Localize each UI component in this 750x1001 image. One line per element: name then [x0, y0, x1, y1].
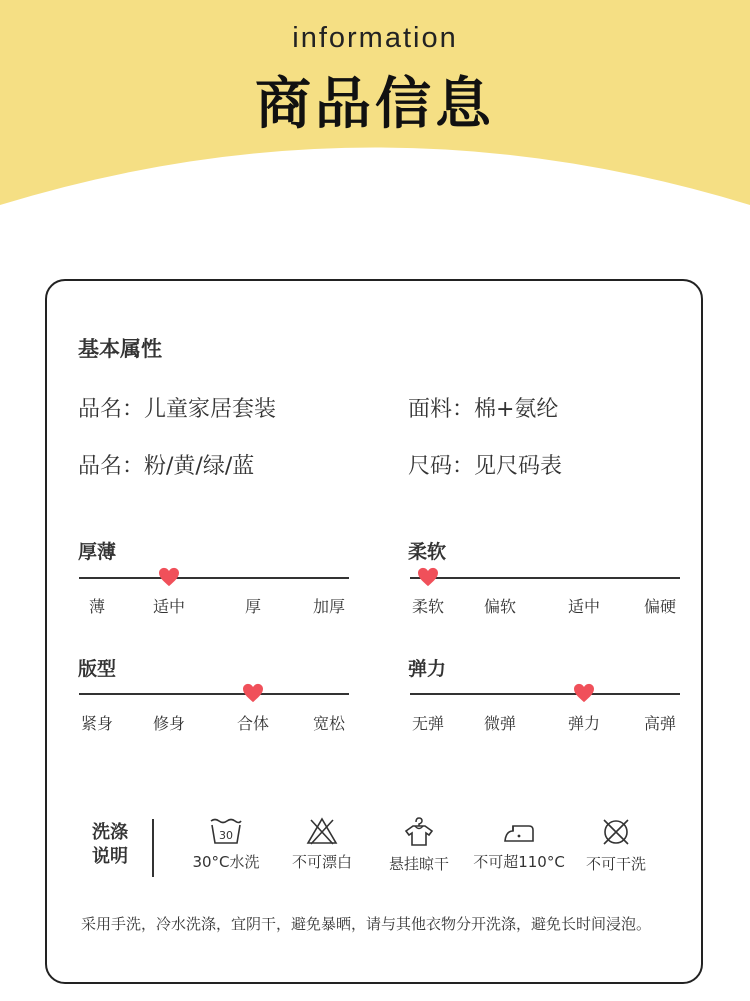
- care-text: 不可超110°C: [473, 853, 565, 871]
- care-text: 不可漂白: [291, 853, 352, 871]
- hang-dry-icon: [402, 817, 436, 847]
- heart-marker-icon: [242, 683, 264, 703]
- scale-option: 微弹: [483, 714, 516, 733]
- header-subtitle: information: [292, 22, 458, 54]
- scale-line: [79, 577, 349, 579]
- scale-option: 偏硬: [643, 597, 676, 616]
- scale-option: 宽松: [312, 714, 345, 733]
- product-size: 尺码：见尺码表: [408, 454, 563, 479]
- product-name: 品名：儿童家居套装: [78, 397, 277, 422]
- scale-option: 厚: [244, 597, 261, 616]
- scale-option: 弹力: [567, 714, 600, 733]
- scale-line: [410, 693, 680, 695]
- no-dry-clean-icon: [599, 817, 633, 847]
- scale-option: 适中: [567, 597, 600, 616]
- attribute-label: 厚薄: [78, 541, 117, 563]
- wash-temp-text: 30: [219, 829, 233, 842]
- scale-option: 修身: [152, 714, 185, 733]
- wash-divider: [152, 819, 154, 877]
- product-colors: 品名：粉/黄/绿/蓝: [78, 454, 255, 479]
- scale-option: 适中: [152, 597, 185, 616]
- care-text: 30°C水洗: [192, 853, 260, 871]
- page-title: 商品信息: [255, 72, 495, 137]
- care-wash-30: [176, 817, 276, 872]
- scale-option: 加厚: [312, 597, 345, 616]
- section-title: 基本属性: [78, 337, 162, 361]
- heart-marker-icon: [417, 567, 439, 587]
- care-iron: [469, 817, 569, 872]
- product-fabric: 面料：棉+氨纶: [408, 397, 559, 422]
- wash-label: 洗涤说明: [92, 822, 128, 867]
- scale-option: 薄: [88, 597, 105, 616]
- scale-option: 紧身: [80, 714, 113, 733]
- scale-option: 偏软: [483, 597, 516, 616]
- scale-line: [410, 577, 680, 579]
- wash-30-icon: [209, 817, 243, 845]
- scale-line: [79, 693, 349, 695]
- scale-option: 合体: [236, 714, 269, 733]
- care-text: 不可干洗: [585, 855, 646, 873]
- scale-option: 柔软: [411, 597, 444, 616]
- attribute-label: 弹力: [408, 658, 447, 680]
- care-no-dry-clean: [566, 817, 666, 874]
- care-no-bleach: [272, 817, 372, 872]
- care-note: 采用手洗，冷水洗涤，宜阴干，避免暴晒，请与其他衣物分开洗涤，避免长时间浸泡。: [81, 915, 652, 933]
- heart-marker-icon: [573, 683, 595, 703]
- attribute-label: 柔软: [408, 541, 447, 563]
- care-text: 悬挂晾干: [388, 855, 449, 873]
- scale-option: 高弹: [643, 714, 676, 733]
- product-info-card: [45, 279, 703, 984]
- iron-icon: [501, 817, 537, 845]
- heart-marker-icon: [158, 567, 180, 587]
- care-hang-dry: [369, 817, 469, 874]
- scale-option: 无弹: [411, 714, 444, 733]
- attribute-label: 版型: [78, 658, 117, 680]
- no-bleach-icon: [305, 817, 339, 845]
